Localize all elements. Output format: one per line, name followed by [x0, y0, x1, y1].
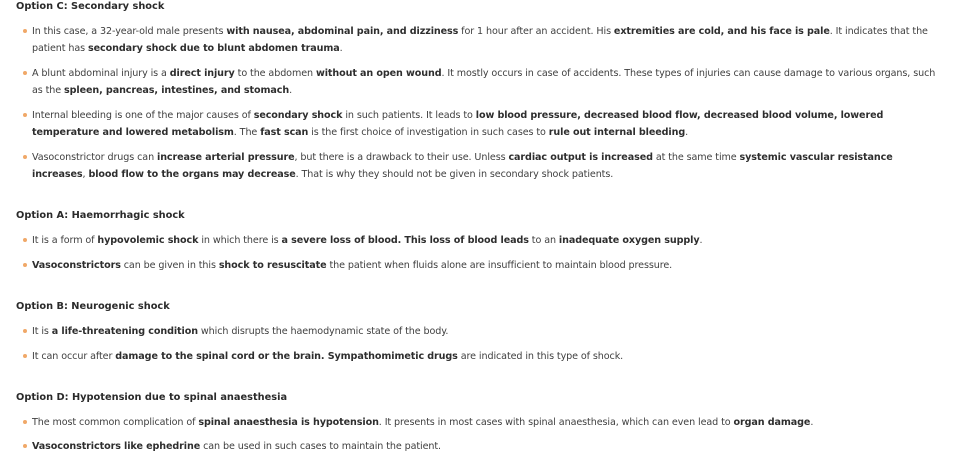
- bold-phrase: low blood pressure, decreased blood flow, decreased blood volume, lowered temperature and lowered metabolism: [32, 110, 884, 138]
- text-phrase: at the same time: [652, 152, 740, 163]
- section-title-option-d: Option D: Hypotension due to spinal anaesthesia: [16, 392, 288, 403]
- text-phrase: which disrupts the haemodynamic state of the body.: [197, 326, 449, 337]
- bullet-text: [32, 150, 942, 183]
- text-phrase: Internal bleeding is one of the major causes of: [32, 110, 254, 121]
- bold-phrase: increase arterial pressure: [157, 152, 295, 163]
- bold-phrase: spinal anaesthesia is hypotension: [198, 417, 379, 428]
- bold-phrase: a severe loss of blood. This loss of blood leads: [281, 235, 529, 246]
- text-phrase: . That is why they should not be given in secondary shock patients.: [295, 168, 614, 180]
- text-phrase: in such patients. It leads to: [342, 110, 476, 121]
- text-phrase: It is a form of: [32, 235, 98, 246]
- text-phrase: to an: [528, 235, 559, 246]
- bullet-dot-icon: [23, 263, 27, 267]
- text-phrase: is the first choice of investigation in such cases to: [308, 126, 549, 138]
- bullet-dot-icon: [23, 420, 27, 424]
- text-phrase: .: [685, 126, 689, 138]
- text-phrase: . It indicates that the patient has: [32, 26, 928, 54]
- bold-phrase: a life-threatening condition: [51, 326, 198, 337]
- bullet-dot-icon: [23, 238, 27, 242]
- text-phrase: The most common complication of: [32, 417, 199, 428]
- bold-phrase: extremities are cold, and his face is pale: [613, 26, 830, 37]
- bold-phrase: Vasoconstrictors: [32, 260, 121, 271]
- text-phrase: to the abdomen: [234, 68, 316, 79]
- bullet-dot-icon: [23, 155, 27, 159]
- bold-phrase: blood flow to the organs may decrease: [88, 168, 296, 180]
- bold-phrase: secondary shock due to blunt abdomen trauma: [88, 42, 340, 54]
- bullet-text: [32, 349, 942, 366]
- bullet-text: [32, 415, 942, 432]
- bullet-dot-icon: [23, 329, 27, 333]
- bullet-text: [32, 108, 942, 141]
- bold-phrase: fast scan: [260, 126, 309, 138]
- section-title-option-a: Option A: Haemorrhagic shock: [16, 210, 185, 221]
- text-phrase: . It mostly occurs in case of accidents. These types of injuries can cause damage to various organs, such as the: [32, 68, 936, 96]
- section-title-option-c: Option C: Secondary shock: [16, 1, 165, 12]
- bold-phrase: organ damage: [733, 417, 811, 428]
- bold-phrase: systemic vascular resistance increases: [32, 152, 893, 180]
- section-title-option-b: Option B: Neurogenic shock: [16, 301, 170, 312]
- bold-phrase: hypovolemic shock: [97, 235, 199, 246]
- text-phrase: A blunt abdominal injury is a: [32, 68, 170, 79]
- bold-phrase: without an open wound: [315, 68, 442, 79]
- text-phrase: the patient when fluids alone are insufficient to maintain blood pressure.: [326, 260, 673, 271]
- text-phrase: In this case, a 32-year-old male presents: [32, 26, 227, 37]
- bullet-text: [32, 233, 942, 250]
- bold-phrase: spleen, pancreas, intestines, and stomach: [64, 84, 290, 96]
- text-phrase: . The: [233, 126, 261, 138]
- text-phrase: Vasoconstrictor drugs can: [32, 152, 157, 163]
- bullet-text: [32, 258, 942, 275]
- text-phrase: .: [699, 235, 703, 246]
- text-phrase: are indicated in this type of shock.: [457, 351, 624, 362]
- text-phrase: . It presents in most cases with spinal anaesthesia, which can even lead to: [378, 417, 734, 428]
- bold-phrase: damage to the spinal cord or the brain. Sympathomimetic drugs: [115, 351, 458, 362]
- text-phrase: ,: [82, 168, 89, 180]
- bold-phrase: inadequate oxygen supply: [558, 235, 700, 246]
- text-phrase: It can occur after: [32, 351, 116, 362]
- bullet-dot-icon: [23, 444, 27, 448]
- text-phrase: , but there is a drawback to their use. Unless: [294, 152, 509, 163]
- bold-phrase: shock to resuscitate: [218, 260, 327, 271]
- text-phrase: It is: [32, 326, 52, 337]
- bullet-dot-icon: [23, 354, 27, 358]
- bold-phrase: Vasoconstrictors like ephedrine: [32, 441, 201, 452]
- text-phrase: .: [339, 42, 343, 54]
- bold-phrase: rule out internal bleeding: [548, 126, 686, 138]
- bullet-text: [32, 24, 942, 57]
- text-phrase: can be given in this: [120, 260, 219, 271]
- bullet-text: [32, 324, 942, 341]
- text-phrase: can be used in such cases to maintain the patient.: [200, 441, 441, 452]
- bullet-text: [32, 66, 942, 99]
- bold-phrase: secondary shock: [253, 110, 343, 121]
- bullet-dot-icon: [23, 113, 27, 117]
- text-phrase: in which there is: [198, 235, 282, 246]
- bullet-dot-icon: [23, 29, 27, 33]
- bold-phrase: cardiac output is increased: [508, 152, 653, 163]
- bullet-dot-icon: [23, 71, 27, 75]
- bold-phrase: with nausea, abdominal pain, and dizziness: [226, 26, 459, 37]
- text-phrase: for 1 hour after an accident. His: [458, 26, 614, 37]
- text-phrase: .: [289, 84, 293, 96]
- bold-phrase: direct injury: [169, 68, 235, 79]
- bullet-text: [32, 439, 942, 456]
- text-phrase: .: [810, 417, 814, 428]
